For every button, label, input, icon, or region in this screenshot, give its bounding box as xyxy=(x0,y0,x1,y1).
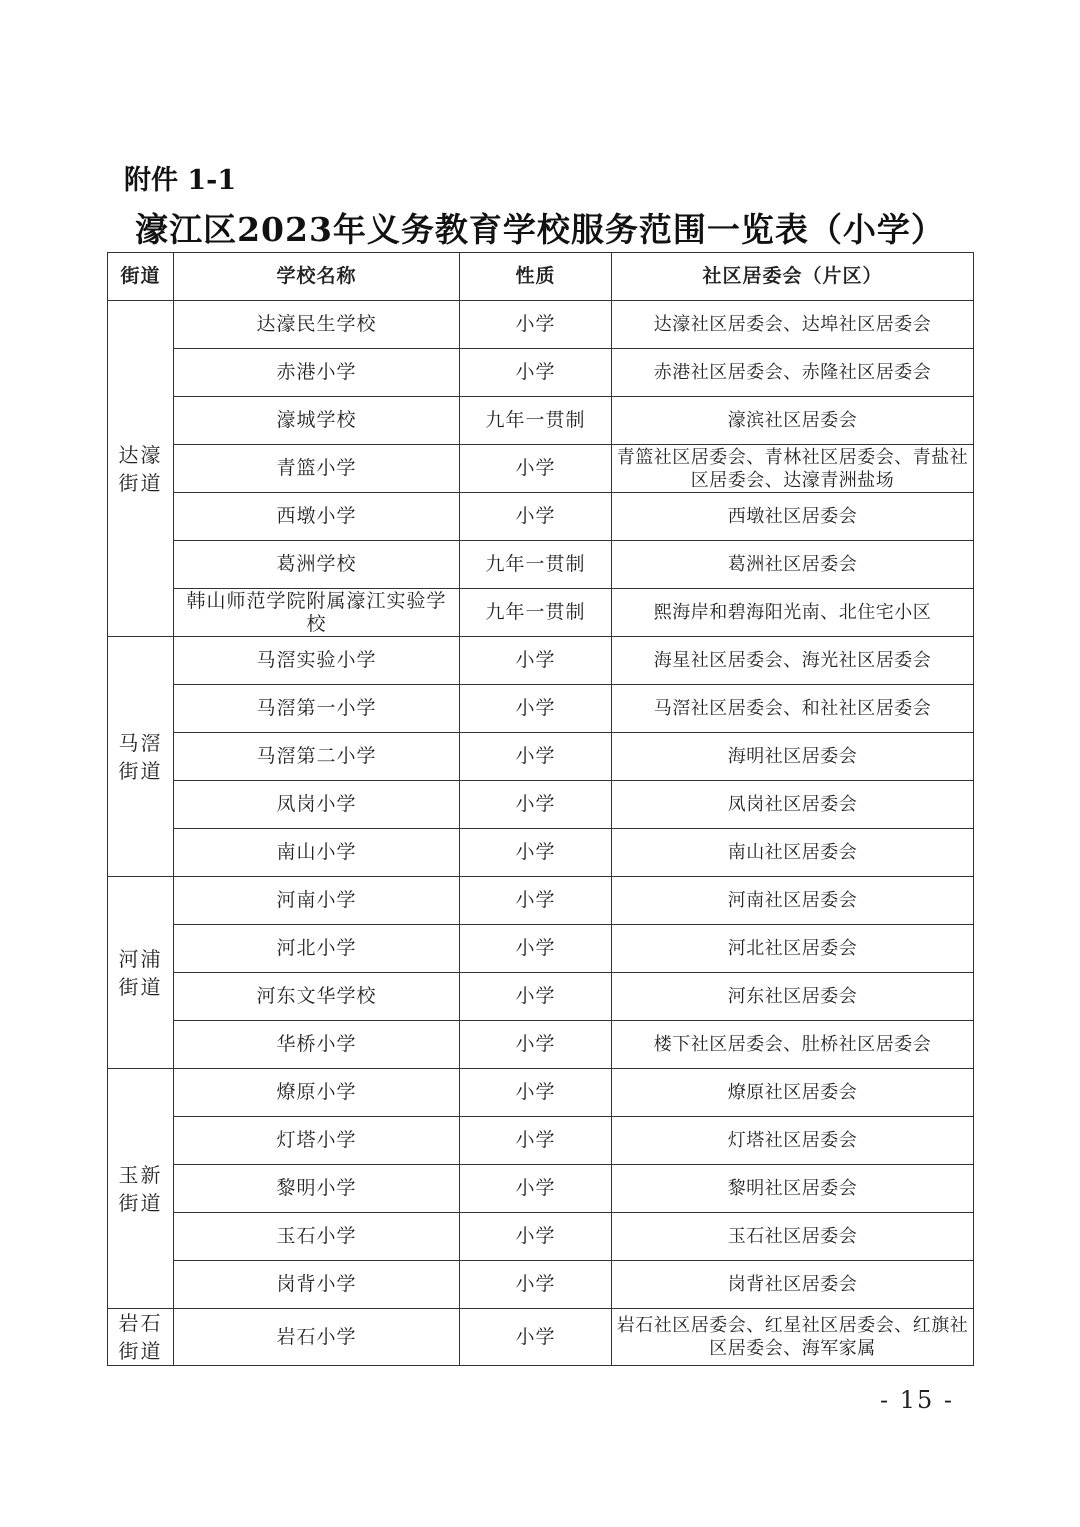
school-name-cell: 濠城学校 xyxy=(174,397,460,445)
school-name-cell: 西墩小学 xyxy=(174,493,460,541)
table-row xyxy=(108,1117,974,1165)
community-cell: 葛洲社区居委会 xyxy=(612,541,974,589)
community-cell: 海星社区居委会、海光社区居委会 xyxy=(612,637,974,685)
table-row xyxy=(108,1213,974,1261)
community-cell: 赤港社区居委会、赤隆社区居委会 xyxy=(612,349,974,397)
school-name-cell: 灯塔小学 xyxy=(174,1117,460,1165)
school-type-cell: 小学 xyxy=(460,493,612,541)
school-service-table xyxy=(107,252,974,1366)
community-cell: 西墩社区居委会 xyxy=(612,493,974,541)
table-row xyxy=(108,1069,974,1117)
table-row xyxy=(108,973,974,1021)
school-type-cell: 九年一贯制 xyxy=(460,541,612,589)
table-row xyxy=(108,1165,974,1213)
community-cell: 达濠社区居委会、达埠社区居委会 xyxy=(612,301,974,349)
community-cell: 灯塔社区居委会 xyxy=(612,1117,974,1165)
school-type-cell: 小学 xyxy=(460,445,612,493)
table-header-row xyxy=(108,253,974,301)
community-cell: 河东社区居委会 xyxy=(612,973,974,1021)
community-cell: 黎明社区居委会 xyxy=(612,1165,974,1213)
school-name-cell: 马滘第二小学 xyxy=(174,733,460,781)
community-cell: 燎原社区居委会 xyxy=(612,1069,974,1117)
school-name-cell: 达濠民生学校 xyxy=(174,301,460,349)
street-name-cell: 河浦街道 xyxy=(108,877,174,1069)
school-type-cell: 小学 xyxy=(460,733,612,781)
page-title: 濠江区2023年义务教育学校服务范围一览表（小学） xyxy=(135,210,945,249)
school-name-cell: 凤岗小学 xyxy=(174,781,460,829)
header-street: 街道 xyxy=(108,253,174,301)
community-cell: 南山社区居委会 xyxy=(612,829,974,877)
table-row xyxy=(108,301,974,349)
community-cell: 岩石社区居委会、红星社区居委会、红旗社区居委会、海军家属 xyxy=(612,1309,974,1366)
school-name-cell: 燎原小学 xyxy=(174,1069,460,1117)
table-body xyxy=(108,301,974,1366)
school-type-cell: 小学 xyxy=(460,1117,612,1165)
table-row xyxy=(108,349,974,397)
street-name-cell: 马滘街道 xyxy=(108,637,174,877)
table-row xyxy=(108,781,974,829)
school-name-cell: 玉石小学 xyxy=(174,1213,460,1261)
table-row xyxy=(108,925,974,973)
school-type-cell: 九年一贯制 xyxy=(460,397,612,445)
school-name-cell: 河北小学 xyxy=(174,925,460,973)
page-number: - 15 - xyxy=(880,1386,955,1414)
community-cell: 岗背社区居委会 xyxy=(612,1261,974,1309)
table-row xyxy=(108,397,974,445)
school-type-cell: 小学 xyxy=(460,973,612,1021)
school-type-cell: 小学 xyxy=(460,1021,612,1069)
community-cell: 凤岗社区居委会 xyxy=(612,781,974,829)
school-name-cell: 马滘第一小学 xyxy=(174,685,460,733)
community-cell: 濠滨社区居委会 xyxy=(612,397,974,445)
school-name-cell: 青篮小学 xyxy=(174,445,460,493)
school-name-cell: 南山小学 xyxy=(174,829,460,877)
school-type-cell: 小学 xyxy=(460,829,612,877)
school-type-cell: 小学 xyxy=(460,1213,612,1261)
school-type-cell: 小学 xyxy=(460,1261,612,1309)
table-row xyxy=(108,1261,974,1309)
school-type-cell: 小学 xyxy=(460,781,612,829)
school-type-cell: 小学 xyxy=(460,1069,612,1117)
header-type: 性质 xyxy=(460,253,612,301)
school-type-cell: 小学 xyxy=(460,925,612,973)
school-name-cell: 马滘实验小学 xyxy=(174,637,460,685)
school-name-cell: 河东文华学校 xyxy=(174,973,460,1021)
school-type-cell: 小学 xyxy=(460,1165,612,1213)
table-row xyxy=(108,685,974,733)
street-name-cell: 达濠街道 xyxy=(108,301,174,637)
community-cell: 玉石社区居委会 xyxy=(612,1213,974,1261)
school-type-cell: 九年一贯制 xyxy=(460,589,612,637)
table-row xyxy=(108,829,974,877)
community-cell: 楼下社区居委会、肚桥社区居委会 xyxy=(612,1021,974,1069)
community-cell: 河南社区居委会 xyxy=(612,877,974,925)
table-row xyxy=(108,541,974,589)
school-name-cell: 岩石小学 xyxy=(174,1309,460,1366)
attachment-label: 附件 1-1 xyxy=(124,165,237,196)
school-name-cell: 华桥小学 xyxy=(174,1021,460,1069)
header-community: 社区居委会（片区） xyxy=(612,253,974,301)
school-name-cell: 黎明小学 xyxy=(174,1165,460,1213)
table-row xyxy=(108,493,974,541)
school-type-cell: 小学 xyxy=(460,301,612,349)
school-type-cell: 小学 xyxy=(460,1309,612,1366)
school-name-cell: 韩山师范学院附属濠江实验学校 xyxy=(174,589,460,637)
table-row xyxy=(108,877,974,925)
table-container xyxy=(107,252,974,1378)
table-row xyxy=(108,445,974,493)
header-school-name: 学校名称 xyxy=(174,253,460,301)
school-type-cell: 小学 xyxy=(460,685,612,733)
table-row xyxy=(108,589,974,637)
table-row xyxy=(108,733,974,781)
table-row xyxy=(108,1309,974,1366)
school-type-cell: 小学 xyxy=(460,877,612,925)
school-name-cell: 岗背小学 xyxy=(174,1261,460,1309)
school-name-cell: 葛洲学校 xyxy=(174,541,460,589)
community-cell: 青篮社区居委会、青林社区居委会、青盐社区居委会、达濠青洲盐场 xyxy=(612,445,974,493)
community-cell: 海明社区居委会 xyxy=(612,733,974,781)
school-name-cell: 河南小学 xyxy=(174,877,460,925)
table-row xyxy=(108,637,974,685)
community-cell: 熙海岸和碧海阳光南、北住宅小区 xyxy=(612,589,974,637)
street-name-cell: 岩石街道 xyxy=(108,1309,174,1366)
school-type-cell: 小学 xyxy=(460,349,612,397)
community-cell: 河北社区居委会 xyxy=(612,925,974,973)
street-name-cell: 玉新街道 xyxy=(108,1069,174,1309)
community-cell: 马滘社区居委会、和社社区居委会 xyxy=(612,685,974,733)
school-type-cell: 小学 xyxy=(460,637,612,685)
table-row xyxy=(108,1021,974,1069)
school-name-cell: 赤港小学 xyxy=(174,349,460,397)
